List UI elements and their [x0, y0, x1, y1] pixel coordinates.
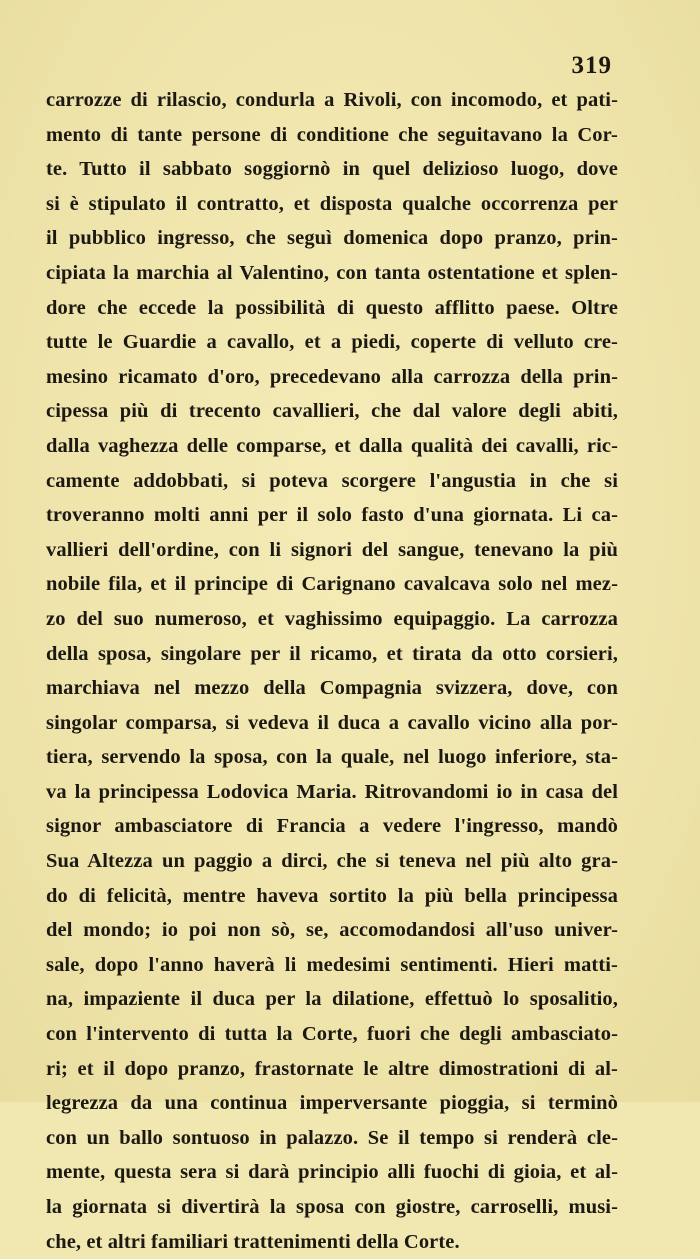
- text-line: troveranno molti anni per il solo fasto d'una giornata. Li ca-: [46, 504, 618, 527]
- text-line: marchiava nel mezzo della Compagnia svizzera, dove, con: [46, 677, 618, 700]
- text-line: nobile fila, et il principe di Carignano cavalcava solo nel mez-: [46, 573, 618, 596]
- text-line: cipiata la marchia al Valentino, con tanta ostentatione et splen-: [46, 261, 618, 284]
- text-line: zo del suo numeroso, et vaghissimo equipaggio. La carrozza: [46, 607, 618, 630]
- text-line: tiera, servendo la sposa, con la quale, nel luogo inferiore, sta-: [46, 746, 618, 769]
- text-line: te. Tutto il sabbato soggiornò in quel delizioso luogo, dove: [46, 158, 618, 181]
- text-line: dalla vaghezza delle comparse, et dalla qualità dei cavalli, ric-: [46, 434, 618, 457]
- text-line: cipessa più di trecento cavallieri, che dal valore degli abiti,: [46, 400, 618, 423]
- text-line: singolar comparsa, si vedeva il duca a cavallo vicino alla por-: [46, 711, 618, 734]
- body-text: [46, 83, 618, 1259]
- text-line: tutte le Guardie a cavallo, et a piedi, coperte di velluto cre-: [46, 331, 618, 354]
- text-line: do di felicità, mentre haveva sortito la più bella principessa: [46, 884, 618, 907]
- text-line: la giornata si divertirà la sposa con giostre, carroselli, musi-: [46, 1196, 618, 1218]
- text-line: della sposa, singolare per il ricamo, et tirata da otto corsieri,: [46, 642, 618, 665]
- text-line: camente addobbati, si poteva scorgere l'angustia in che si: [46, 469, 618, 492]
- page-number: 319: [571, 52, 612, 79]
- text-line: ri; et il dopo pranzo, frastornate le altre dimostrationi di al-: [46, 1057, 618, 1080]
- text-line: dore che eccede la possibilità di questo afflitto paese. Oltre: [46, 296, 618, 319]
- text-line: vallieri dell'ordine, con li signori del sangue, tenevano la più: [46, 538, 618, 561]
- text-line: signor ambasciatore di Francia a vedere l'ingresso, mandò: [46, 815, 618, 838]
- text-line: sale, dopo l'anno haverà li medesimi sentimenti. Hieri matti-: [46, 953, 618, 976]
- text-line: va la principessa Lodovica Maria. Ritrovandomi io in casa del: [46, 780, 618, 803]
- text-line: na, impaziente il duca per la dilatione, effettuò lo sposalitio,: [46, 988, 618, 1011]
- text-line: con un ballo sontuoso in palazzo. Se il tempo si renderà cle-: [46, 1126, 618, 1149]
- text-line: mente, questa sera si darà principio alli fuochi di gioia, et al-: [46, 1161, 618, 1184]
- text-line: che, et altri familiari trattenimenti della Corte.: [46, 1230, 460, 1253]
- text-line: il pubblico ingresso, che seguì domenica dopo pranzo, prin-: [46, 227, 618, 250]
- text-line: si è stipulato il contratto, et disposta qualche occorrenza per: [46, 192, 618, 215]
- text-line: carrozze di rilascio, condurla a Rivoli, con incomodo, et pati-: [46, 89, 618, 111]
- text-line: mesino ricamato d'oro, precedevano alla carrozza della prin-: [46, 365, 618, 388]
- text-line: Sua Altezza un paggio a dirci, che si teneva nel più alto gra-: [46, 850, 618, 873]
- text-line: legrezza da una continua imperversante pioggia, si terminò: [46, 1092, 618, 1115]
- text-line: con l'intervento di tutta la Corte, fuori che degli ambasciato-: [46, 1023, 618, 1046]
- text-line: mento di tante persone di conditione che seguitavano la Cor-: [46, 123, 618, 146]
- text-line: del mondo; io poi non sò, se, accomodandosi all'uso univer-: [46, 919, 618, 942]
